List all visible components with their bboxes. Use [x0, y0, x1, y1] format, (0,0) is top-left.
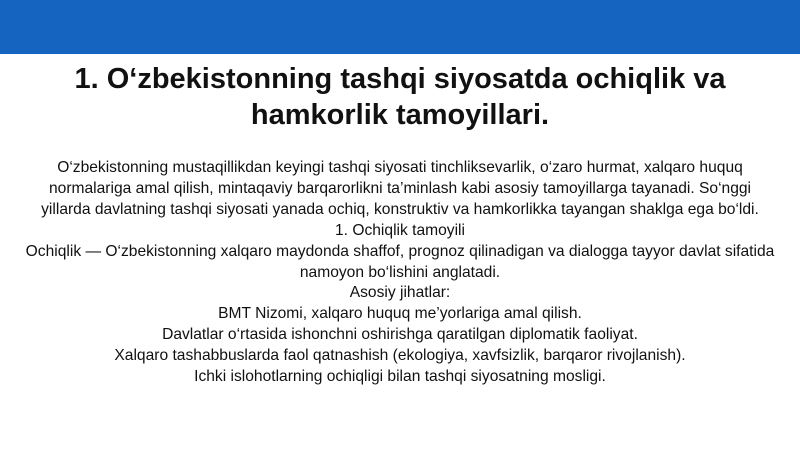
aspect-item: Ichki islohotlarning ochiqligi bilan tashqi siyosatning mosligi. [194, 368, 606, 386]
slide-body [24, 158, 776, 388]
section-heading: 1. Ochiqlik tamoyili [335, 221, 465, 239]
aspect-item: BMT Nizomi, xalqaro huquq me’yorlariga amal qilish. [218, 305, 582, 323]
definition-paragraph: Ochiqlik — O‘zbekistonning xalqaro maydonda shaffof, prognoz qilinadigan va dialogga tayyor davlat sifatida namoyon bo‘lishini anglatadi. [25, 242, 775, 281]
intro-paragraph: O‘zbekistonning mustaqillikdan keyingi tashqi siyosati tinchliksevarlik, o‘zaro hurmat, xalqaro huquq normalariga amal qilish, mintaqaviy barqarorlikni ta’minlash kabi asosiy tamoyillarga tayanadi. So‘nggi yillarda davlatning tashqi siyosati yanada ochiq, konstruktiv va hamkorlikka tayangan shaklga ega bo‘ldi. [41, 159, 759, 218]
aspect-item: Davlatlar o‘rtasida ishonchni oshirishga qaratilgan diplomatik faoliyat. [162, 326, 638, 344]
aspects-heading: Asosiy jihatlar: [349, 284, 451, 302]
header-bar [0, 0, 800, 54]
slide-title: 1. O‘zbekistonning tashqi siyosatda ochiqlik va hamkorlik tamoyillari. [74, 63, 726, 131]
aspect-item: Xalqaro tashabbuslarda faol qatnashish (ekologiya, xavfsizlik, barqaror rivojlanish). [114, 347, 686, 365]
